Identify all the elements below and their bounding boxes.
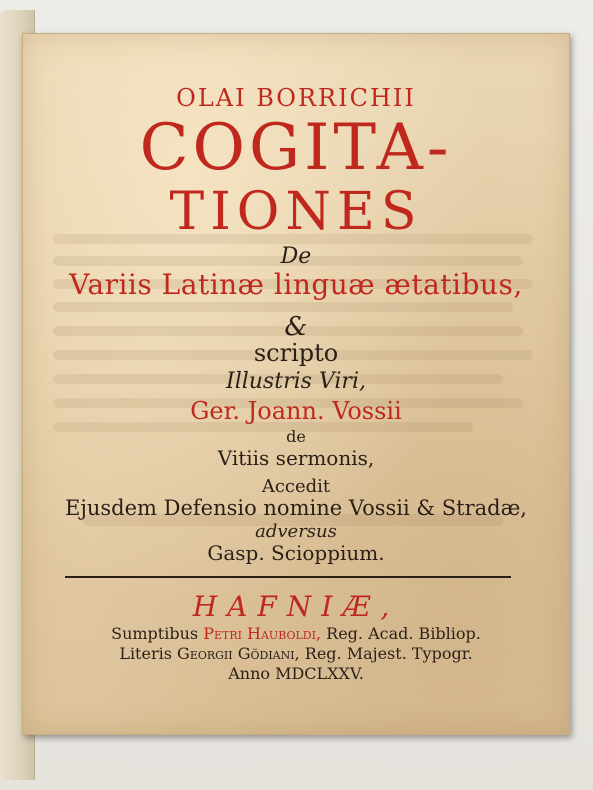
text-vitiis: Vitiis sermonis, — [217, 446, 375, 470]
imprint-printer-line — [23, 644, 569, 663]
imprint-publisher-line — [23, 624, 569, 643]
imprint-year: Anno MDCLXXV. — [228, 664, 364, 683]
subject-line: Variis Latinæ linguæ ætatibus, — [69, 268, 523, 301]
title-page — [22, 33, 570, 735]
text-accedit: Accedit — [261, 476, 331, 497]
title-line-1: COGITA- — [139, 111, 453, 185]
ampersand: & — [284, 312, 308, 342]
text-gasp: Gasp. Scioppium. — [207, 541, 385, 565]
text-de-2: de — [286, 427, 306, 446]
publisher-name: Petri Hauboldi, — [203, 624, 322, 643]
horizontal-rule — [65, 576, 511, 578]
text-adversus: adversus — [255, 521, 337, 542]
sumptibus-prefix: Sumptibus — [111, 624, 199, 643]
publisher-title: Reg. Acad. Bibliop. — [326, 624, 481, 643]
author-name: OLAI BORRICHII — [176, 84, 416, 112]
text-scripto: scripto — [253, 339, 339, 367]
text-de: De — [280, 244, 312, 269]
vossius-name: Ger. Joann. Vossii — [190, 397, 402, 425]
imprint-place: HAFNIÆ, — [192, 590, 400, 623]
printer-name: Georgii Gödiani, — [177, 644, 300, 663]
text-illustris: Illustris Viri, — [226, 369, 366, 394]
printer-title: Reg. Majest. Typogr. — [304, 644, 473, 663]
literis-prefix: Literis — [119, 644, 172, 663]
text-defensio: Ejusdem Defensio nomine Vossii & Stradæ, — [65, 496, 527, 520]
title-line-2: TIONES — [169, 182, 423, 242]
